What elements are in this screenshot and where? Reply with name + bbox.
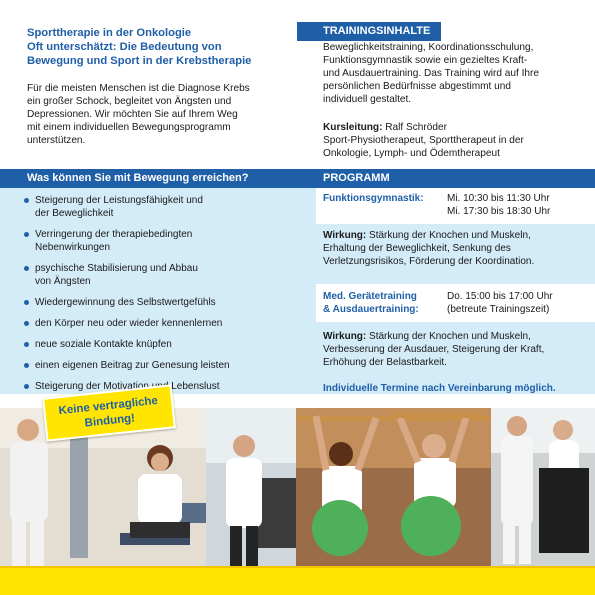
- intro-text-line: Für die meisten Menschen ist die Diagnose Krebs: [27, 83, 250, 94]
- wirkung-label: Wirkung:: [323, 331, 367, 342]
- programm-heading: PROGRAMM: [297, 169, 595, 188]
- intro-title-line: Sporttherapie in der Onkologie: [27, 27, 192, 39]
- stamp-line: Keine vertragliche: [58, 394, 159, 418]
- kursleitung-name: Ralf Schröder: [382, 122, 447, 133]
- geraetetraining-label: Med. Gerätetraining: [323, 291, 417, 302]
- wirkung-line: Erhöhung der Belastbarkeit.: [323, 357, 447, 368]
- intro-title-line: Oft unterschätzt: Die Bedeutung von: [27, 41, 222, 53]
- funktionsgymnastik-time: Mi. 10:30 bis 11:30 Uhr: [447, 193, 550, 204]
- intro-text-line: ein großer Schock, begleitet von Ängsten und: [27, 96, 232, 107]
- benefit-item: [22, 194, 290, 220]
- benefit-item: [22, 296, 290, 309]
- bullet-icon: [24, 321, 29, 326]
- photo-treadmill-session: [491, 408, 595, 566]
- bullet-icon: [24, 384, 29, 389]
- wirkung-line: Erhaltung der Beweglichkeit, Senkung des: [323, 243, 511, 254]
- kursleitung: [323, 121, 575, 160]
- benefits-heading: Was können Sie mit Bewegung erreichen?: [0, 169, 297, 188]
- intro-text-line: mit einem individuellen Bewegungsprogramm: [27, 122, 231, 133]
- wirkung-funktionsgymnastik: [323, 229, 578, 268]
- kursleitung-label: Kursleitung:: [323, 122, 383, 133]
- trainingsinhalte-line: Beweglichkeitstraining, Koordinationsschulung,: [323, 42, 534, 53]
- benefit-item: [22, 262, 290, 288]
- benefit-line: Verringerung der therapiebedingten: [35, 229, 193, 240]
- stamp-line: Bindung!: [84, 412, 136, 430]
- funktionsgymnastik-label: Funktionsgymnastik:: [323, 193, 424, 204]
- kursleitung-line: Onkologie, Lymph- und Ödemtherapeut: [323, 148, 500, 159]
- geraetetraining-time: (betreute Trainingszeit): [447, 304, 550, 315]
- benefit-item: [22, 317, 290, 330]
- benefit-line: Nebenwirkungen: [35, 242, 111, 253]
- benefits-list: [22, 194, 290, 401]
- benefit-line: Wiedergewinnung des Selbstwertgefühls: [35, 297, 216, 308]
- individuelle-termine: Individuelle Termine nach Vereinbarung möglich.: [323, 383, 556, 394]
- bullet-icon: [24, 266, 29, 271]
- benefit-line: psychische Stabilisierung und Abbau: [35, 263, 198, 274]
- wirkung-geraetetraining: [323, 330, 578, 369]
- geraetetraining-time: Do. 15:00 bis 17:00 Uhr: [447, 291, 553, 302]
- wirkung-label: Wirkung:: [323, 230, 367, 241]
- benefit-line: Steigerung der Leistungsfähigkeit und: [35, 195, 203, 206]
- benefit-line: von Ängsten: [35, 276, 91, 287]
- benefit-item: [22, 338, 290, 351]
- trainingsinhalte-heading: TRAININGSINHALTE: [297, 22, 441, 41]
- trainingsinhalte-line: individuell gestaltet.: [323, 94, 412, 105]
- trainingsinhalte-line: Funktionsgymnastik sowie ein gezieltes Kraft-: [323, 55, 528, 66]
- geraetetraining-box: [316, 284, 595, 322]
- benefit-line: der Beweglichkeit: [35, 208, 114, 219]
- photo-gymnastics-balls: [296, 408, 491, 566]
- benefit-item: [22, 359, 290, 372]
- footer-divider: [0, 566, 595, 568]
- wirkung-line: Stärkung der Knochen und Muskeln,: [366, 331, 531, 342]
- geraetetraining-label: & Ausdauertraining:: [323, 304, 419, 315]
- kursleitung-line: Sport-Physiotherapeut, Sporttherapeut in der: [323, 135, 524, 146]
- intro-title: [27, 26, 292, 68]
- intro-text-line: Depressionen. Wir möchten Sie auf Ihrem Weg: [27, 109, 238, 120]
- funktionsgymnastik-time: Mi. 17:30 bis 18:30 Uhr: [447, 206, 551, 217]
- wirkung-line: Stärkung der Knochen und Muskeln,: [366, 230, 531, 241]
- benefit-item: [22, 228, 290, 254]
- photo-treadmill-trainer: [206, 408, 296, 566]
- intro-title-line: Bewegung und Sport in der Krebstherapie: [27, 55, 252, 67]
- trainingsinhalte-line: persönlichen Bedürfnisse abgestimmt und: [323, 81, 511, 92]
- benefit-line: Steigerung der Motivation und Lebenslust: [35, 381, 220, 392]
- benefit-line: neue soziale Kontakte knüpfen: [35, 339, 172, 350]
- footer-band: [0, 566, 595, 595]
- bullet-icon: [24, 363, 29, 368]
- intro-text: [27, 82, 289, 147]
- wirkung-line: Verletzungsrisikos, Förderung der Koordination.: [323, 256, 535, 267]
- trainingsinhalte-text: [323, 41, 575, 106]
- bullet-icon: [24, 300, 29, 305]
- benefit-line: den Körper neu oder wieder kennenlernen: [35, 318, 223, 329]
- wirkung-line: Verbesserung der Ausdauer, Steigerung der Kraft,: [323, 344, 545, 355]
- bullet-icon: [24, 198, 29, 203]
- bullet-icon: [24, 232, 29, 237]
- benefit-line: einen eigenen Beitrag zur Genesung leisten: [35, 360, 230, 371]
- trainingsinhalte-line: und Ausdauertraining. Das Training wird auf Ihre: [323, 68, 540, 79]
- intro-text-line: unterstützen.: [27, 135, 86, 146]
- bullet-icon: [24, 342, 29, 347]
